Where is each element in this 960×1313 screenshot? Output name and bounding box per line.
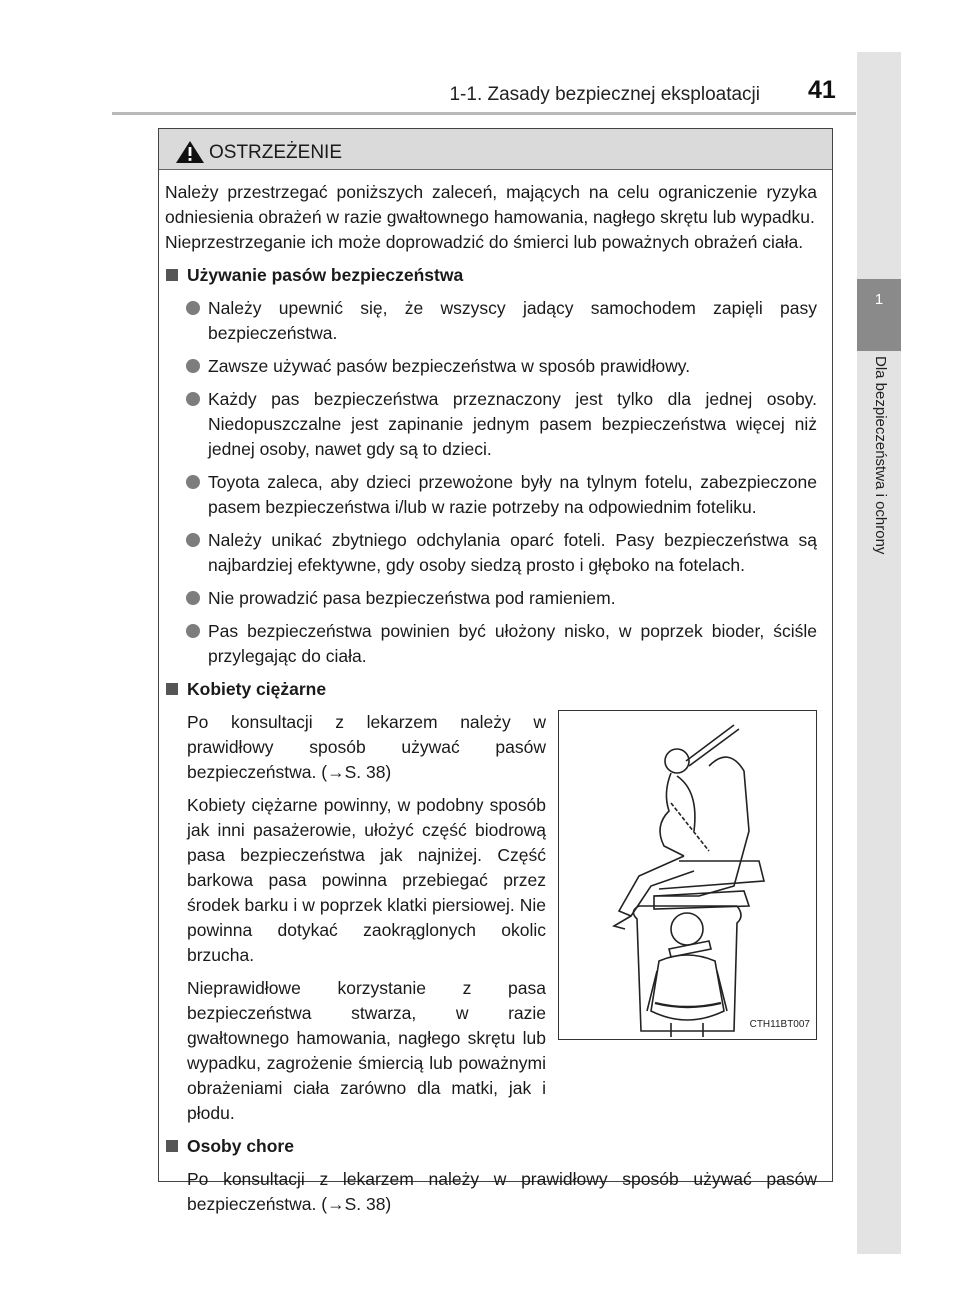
warning-content [165,180,817,1225]
section-heading-pregnant: Kobiety ciężarne [165,677,817,702]
figure-code: CTH11BT007 [749,1019,810,1030]
list-item: Należy unikać zbytniego odchylania oparć foteli. Pasy bezpieczeństwa są najbardziej efektywne, gdy osoby siedzą prosto i głęboko na fotelach. [165,528,817,578]
pregnant-section [165,710,817,1126]
section-title: 1-1. Zasady bezpiecznej eksploatacji [449,84,760,105]
circle-bullet-icon [186,533,200,547]
list-item: Należy upewnić się, że wszyscy jadący samochodem zapięli pasy bezpieczeństwa. [165,296,817,346]
circle-bullet-icon [186,392,200,406]
warning-header [159,129,832,170]
list-item: Pas bezpieczeństwa powinien być ułożony nisko, w poprzek bioder, ściśle przylegając do ciała. [165,619,817,669]
pregnant-woman-seatbelt-icon [559,711,816,1039]
intro-paragraph: Należy przestrzegać poniższych zaleceń, mających na celu ograniczenie ryzyka odniesienia obrażeń w razie gwałtownego hamowania, nagłego skrętu lub wypadku. [165,182,817,227]
square-bullet-icon [166,1140,178,1152]
square-bullet-icon [166,683,178,695]
list-item: Toyota zaleca, aby dzieci przewożone były na tylnym fotelu, zabezpieczone pasem bezpieczeństwa i/lub w razie potrzeby na odpowiednim foteliku. [165,470,817,520]
list-item: Każdy pas bezpieczeństwa przeznaczony jest tylko dla jednej osoby. Niedopuszczalne jest zapinanie jednym pasem bezpieczeństwa więcej niż jednej osoby, nawet gdy są to dzieci. [165,387,817,462]
list-item: Zawsze używać pasów bezpieczeństwa w sposób prawidłowy. [165,354,817,379]
circle-bullet-icon [186,359,200,373]
circle-bullet-icon [186,624,200,638]
paragraph: Kobiety ciężarne powinny, w podobny sposób jak inni pasażerowie, ułożyć część biodrową pasa bezpieczeństwa jak najniżej. Część barkowa pasa powinna przebiegać przez środek barku i w poprzek klatki piersiowej. Nie powinna dotykać zaokrąglonych okolic brzucha. [187,795,546,965]
warning-triangle-icon [175,140,205,164]
chapter-label: Dla bezpieczeństwa i ochrony [872,356,889,555]
circle-bullet-icon [186,591,200,605]
square-bullet-icon [166,269,178,281]
circle-bullet-icon [186,475,200,489]
section-heading-sick: Osoby chore [165,1134,817,1159]
chapter-tab [857,279,901,351]
intro-paragraph: Nieprzestrzeganie ich może doprowadzić do śmierci lub poważnych obrażeń ciała. [165,232,804,252]
page-number: 41 [808,76,836,104]
paragraph: Po konsultacji z lekarzem należy w prawidłowy sposób używać pasów bezpieczeństwa. (→S. 38) [187,1169,817,1214]
section-heading-seatbelts: Używanie pasów bezpieczeństwa [165,263,817,288]
paragraph: Po konsultacji z lekarzem należy w prawidłowy sposób używać pasów bezpieczeństwa. (→S. 38) [187,712,546,782]
chapter-number: 1 [874,291,884,308]
list-item: Nie prowadzić pasa bezpieczeństwa pod ramieniem. [165,586,817,611]
warning-title: OSTRZEŻENIE [209,142,343,163]
paragraph: Nieprawidłowe korzystanie z pasa bezpieczeństwa stwarza, w razie gwałtownego hamowania, nagłego skrętu lub wypadku, zagrożenie śmiercią lub poważnymi obrażeniami ciała zarówno dla matki, jak i płodu. [187,978,546,1123]
circle-bullet-icon [186,301,200,315]
seatbelt-illustration [558,710,817,1040]
header-divider [112,112,856,115]
